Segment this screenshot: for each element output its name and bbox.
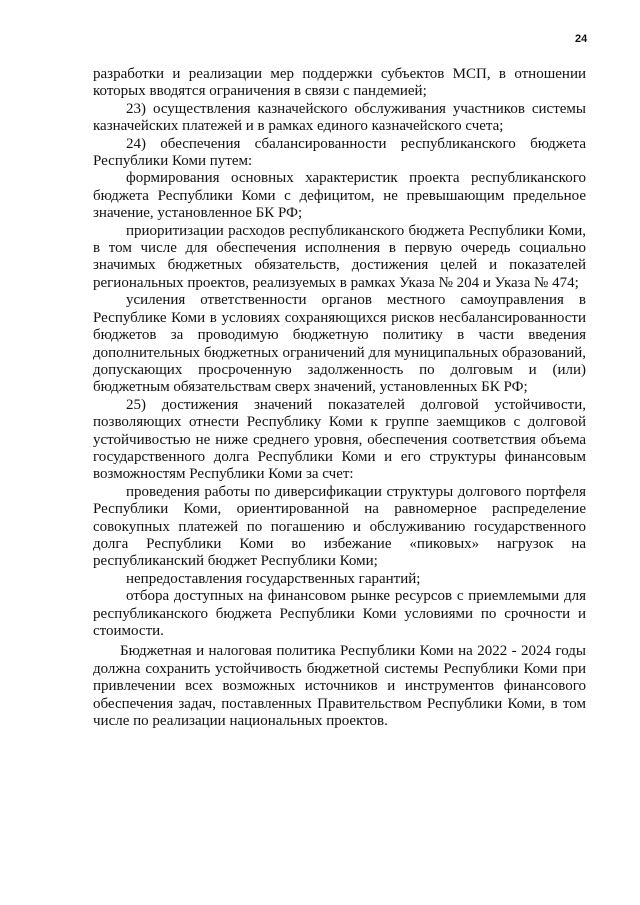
paragraph-no-guarantees: непредоставления государственных гарантий; [126, 570, 421, 587]
paragraph-conclusion: Бюджетная и налоговая политика Республики Коми на 2022 - 2024 годы должна сохранить устойчивость бюджетной системы Республики Коми при привлечении всех возможных источников и инструментов финансового обеспечения задач, поставленных Правительством Республики Коми, в том числе по реализации национальных проектов. [93, 643, 586, 730]
paragraph-msp-support: разработки и реализации мер поддержки субъектов МСП, в отношении которых вводятся ограничения в связи с пандемией; [93, 66, 586, 100]
page-number: 24 [575, 33, 588, 45]
paragraph-resource-selection: отбора доступных на финансовом рынке ресурсов с приемлемыми для республиканского бюджета Республики Коми условиями по срочности и стоимости. [93, 588, 586, 639]
paragraph-debt-diversification: проведения работы по диверсификации структуры долгового портфеля Республики Коми, ориентированной на равномерное распределение совокупных платежей по погашению и обслуживанию государственного долга Республики Коми во избежание «пиковых» нагрузок на республиканский бюджет Республики Коми; [93, 483, 586, 570]
paragraph-item-24: 24) обеспечения сбалансированности республиканского бюджета Республики Коми путем: [93, 135, 586, 170]
paragraph-item-25: 25) достижения значений показателей долговой устойчивости, позволяющих отнести Республику Коми к группе заемщиков с долговой устойчивостью не ниже среднего уровня, обеспечения соответствия объема государственного долга Республики Коми и его структуры финансовым возможностям Республики Коми за счет: [93, 396, 586, 483]
document-body [93, 66, 586, 730]
paragraph-expense-prioritization: приоритизации расходов республиканского бюджета Республики Коми, в том числе для обеспечения исполнения в первую очередь социально значимых бюджетных обязательств, достижения целей и показателей региональных проектов, реализуемых в рамках Указа № 204 и Указа № 474; [93, 222, 586, 291]
paragraph-local-responsibility: усиления ответственности органов местного самоуправления в Республике Коми в условиях сохраняющихся рисков несбалансированности бюджетов за проводимую бюджетную политику в части введения дополнительных бюджетных ограничений для муниципальных образований, допускающих просроченную задолженность по долговым и (или) бюджетным обязательствам сверх значений, установленных БК РФ; [93, 292, 586, 396]
paragraph-item-23: 23) осуществления казначейского обслуживания участников системы казначейских платежей и в рамках единого казначейского счета; [93, 100, 586, 135]
paragraph-budget-characteristics: формирования основных характеристик проекта республиканского бюджета Республики Коми с дефицитом, не превышающим предельное значение, установленное БК РФ; [93, 170, 586, 222]
